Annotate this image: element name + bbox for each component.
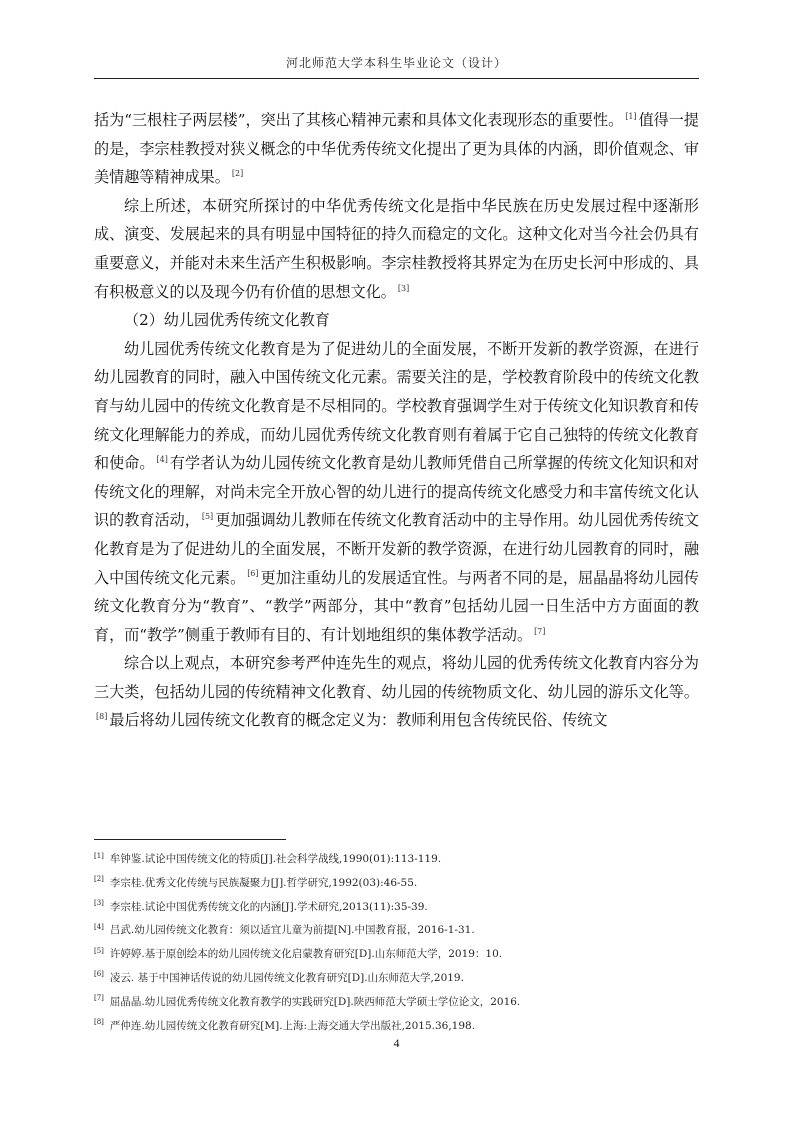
footnote-item bbox=[94, 848, 699, 872]
citation-marker: [1] bbox=[625, 111, 637, 121]
header-rule bbox=[94, 78, 699, 79]
footnote-text: 凌云. 基于中国神话传说的幼儿园传统文化教育研究[D].山东师范大学,2019. bbox=[109, 971, 464, 984]
footnote-item bbox=[94, 896, 699, 920]
footnote-number: [5] bbox=[94, 946, 104, 955]
paragraph-text: 综上所述，本研究所探讨的中华优秀传统文化是指中华民族在历史发展过程中逐渐形成、演变、发展起来的具有明显中国特征的持久而稳定的文化。这种文化对当今社会仍具有重要意义，并能对未来生活产生积极影响。李宗桂教授将其界定为在历史长河中形成的、具有积极意义的以及现今仍有价值的思想文化。 bbox=[94, 196, 699, 301]
footnote-item bbox=[94, 967, 699, 991]
footnote-text: 吕武.幼儿园传统文化教育：须以适宜儿童为前提[N].中国教育报，2016-1-31. bbox=[109, 924, 475, 937]
running-header: 河北师范大学本科生毕业论文（设计） bbox=[285, 56, 507, 70]
citation-marker: [8] bbox=[96, 712, 108, 722]
footnote-text: 李宗桂.优秀文化传统与民族凝聚力[J].哲学研究,1992(03):46-55. bbox=[109, 876, 418, 889]
footnote-separator bbox=[94, 839, 286, 840]
footnote-item bbox=[94, 991, 699, 1015]
paragraph-text: （2）幼儿园优秀传统文化教育 bbox=[124, 311, 330, 330]
page-number: 4 bbox=[393, 1036, 400, 1050]
paragraph-text: 最后将幼儿园传统文化教育的概念定义为：教师利用包含传统民俗、传统文 bbox=[109, 711, 608, 730]
body-text bbox=[94, 106, 699, 735]
footnote-item bbox=[94, 943, 699, 967]
citation-marker: [3] bbox=[397, 283, 410, 293]
footnotes bbox=[94, 848, 699, 1038]
paragraph-text: 综合以上观点，本研究参考严仲连先生的观点，将幼儿园的优秀传统文化教育内容分为三大类，包括幼儿园的传统精神文化教育、幼儿园的传统物质文化、幼儿园的游乐文化等。 bbox=[94, 654, 699, 701]
footnote-number: [4] bbox=[94, 922, 104, 931]
footnote-text: 牟钟鉴.试论中国传统文化的特质[J].社会科学战线,1990(01):113-119. bbox=[109, 853, 442, 865]
footnote-number: [2] bbox=[94, 875, 104, 884]
body-paragraph bbox=[94, 106, 699, 192]
body-paragraph bbox=[94, 192, 699, 306]
citation-marker: [7] bbox=[534, 626, 546, 636]
footnote-item bbox=[94, 1015, 699, 1039]
paragraph-text: 值得一提的是，李宗桂教授对狭义概念的中华优秀传统文化提出了更为具体的内涵，即价值观念、审美情趣等精神成果。 bbox=[94, 111, 699, 187]
citation-marker: [5] bbox=[201, 512, 214, 522]
body-paragraph bbox=[94, 335, 699, 650]
body-paragraph bbox=[94, 649, 699, 735]
body-paragraph bbox=[94, 306, 699, 335]
paragraph-text: 幼儿园优秀传统文化教育是为了促进幼儿的全面发展，不断开发新的教学资源，在进行幼儿园教育的同时，融入中国传统文化元素。需要关注的是，学校教育阶段中的传统文化教育与幼儿园中的传统文化教育是不尽相同的。学校教育强调学生对于传统文化知识教育和传统文化理解能力的养成，而幼儿园优秀传统文化教育则有着属于它自己独特的传统文化教育和使命。 bbox=[94, 339, 699, 473]
footnote-text: 严仲连.幼儿园传统文化教育研究[M].上海:上海交通大学出版社,2015.36,198. bbox=[109, 1019, 476, 1032]
footnote-number: [8] bbox=[94, 1018, 104, 1027]
footnote-item bbox=[94, 919, 699, 943]
footnote-text: 许婷婷.基于原创绘本的幼儿园传统文化启蒙教育研究[D].山东师范大学，2019：10. bbox=[109, 948, 503, 961]
paragraph-text: 更加强调幼儿教师在传统文化教育活动中的主导作用。幼儿园优秀传统文化教育是为了促进幼儿的全面发展，不断开发新的教学资源，在进行幼儿园教育的同时，融入中国传统文化元素。 bbox=[94, 511, 699, 587]
paragraph-text: 括为“三根柱子两层楼”，突出了其核心精神元素和具体文化表现形态的重要性。 bbox=[94, 111, 624, 129]
footnote-number: [6] bbox=[94, 970, 104, 979]
citation-marker: [4] bbox=[156, 455, 168, 465]
footnote-number: [3] bbox=[94, 899, 104, 908]
footnote-text: 李宗桂.试论中国优秀传统文化的内涵[J].学术研究,2013(11):35-39. bbox=[109, 900, 428, 913]
footnote-text: 屈晶晶.幼儿园优秀传统文化教育教学的实践研究[D].陕西师范大学硕士学位论文，2016. bbox=[109, 995, 521, 1008]
footnote-number: [1] bbox=[94, 851, 104, 860]
citation-marker: [2] bbox=[231, 169, 244, 179]
citation-marker: [6] bbox=[247, 569, 259, 579]
paragraph-text: 有学者认为幼儿园传统文化教育是幼儿教师凭借自己所掌握的传统文化知识和对传统文化的理解，对尚未完全开放心智的幼儿进行的提高传统文化感受力和丰富传统文化认识的教育活动， bbox=[94, 454, 699, 530]
footnote-number: [7] bbox=[94, 994, 104, 1003]
paragraph-text: 更加注重幼儿的发展适宜性。与两者不同的是，屈晶晶将幼儿园传统文化教育分为“教育”、“教学”两部分，其中“教育”包括幼儿园一日生活中方方面面的教育，而“教学”侧重于教师有目的、有计划地组织的集体教学活动。 bbox=[94, 568, 699, 644]
footnote-item bbox=[94, 872, 699, 896]
